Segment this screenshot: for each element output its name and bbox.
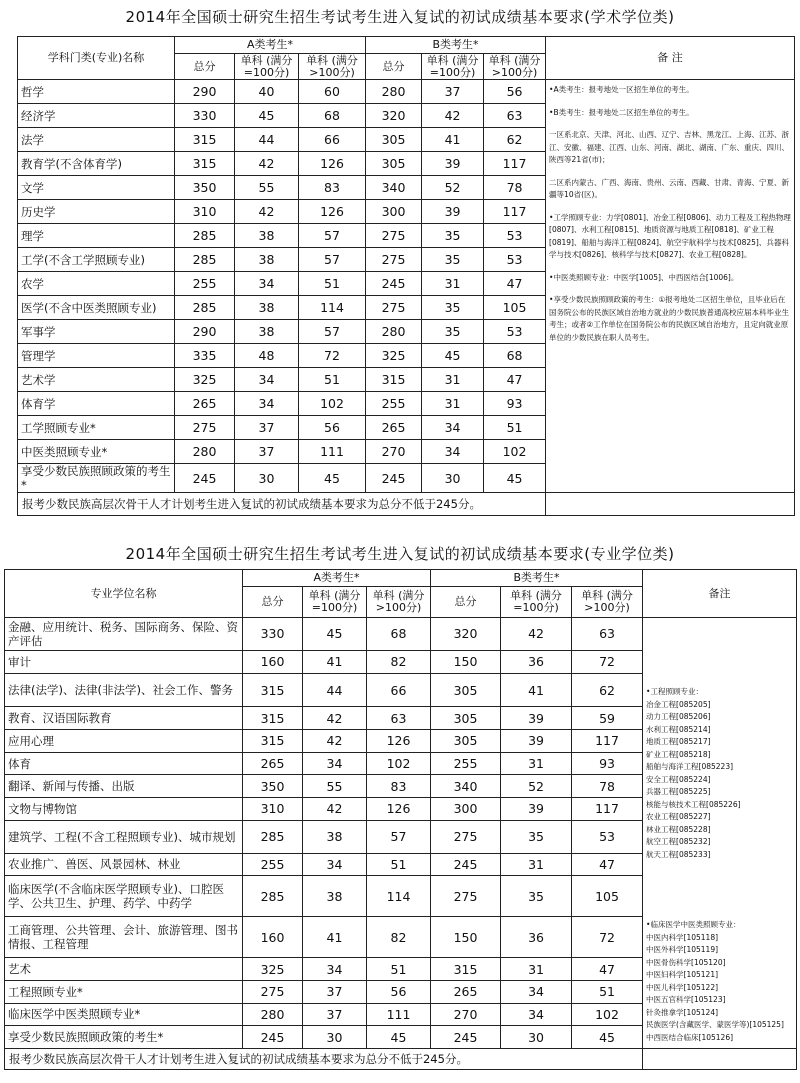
cell-a-single-100: 34: [235, 368, 299, 392]
cell-a-single-over100: 111: [299, 440, 366, 464]
cell-a-total: 315: [175, 152, 235, 176]
row-name: 享受少数民族照顾政策的考生*: [18, 464, 175, 493]
remark-line: 林业工程[085228]: [646, 824, 711, 834]
cell-b-single-over100: 53: [484, 320, 546, 344]
cell-a-single-over100: 51: [299, 272, 366, 296]
cell-a-single-over100: 102: [367, 752, 431, 775]
row-name: 享受少数民族照顾政策的考生*: [5, 1026, 243, 1049]
row-name: 工商管理、公共管理、会计、旅游管理、图书情报、工程管理: [5, 917, 243, 958]
cell-b-total: 305: [431, 730, 501, 753]
cell-b-single-100: 35: [501, 820, 572, 853]
column-header-name: 学科门类(专业)名称: [18, 37, 175, 80]
footer-blank-cell: [643, 1049, 797, 1070]
cell-b-single-100: 36: [501, 650, 572, 673]
row-name: 农业推广、兽医、风景园林、林业: [5, 853, 243, 876]
cell-b-single-over100: 59: [572, 707, 643, 730]
cell-b-single-100: 30: [422, 464, 484, 493]
cell-a-single-over100: 83: [367, 775, 431, 798]
remark-line: 核能与核技术工程[085226]: [646, 799, 741, 809]
row-name: 临床医学(不含临床医学照顾专业)、口腔医学、公共卫生、护理、药学、中药学: [5, 876, 243, 917]
remark-line: 民族医学(含藏医学、蒙医学等)[105125]: [646, 1020, 784, 1029]
cell-a-single-100: 38: [235, 320, 299, 344]
cell-a-total: 285: [175, 224, 235, 248]
remark-line: 中西医结合临床[105126]: [646, 1032, 734, 1042]
remark-line: 矿业工程[085218]: [646, 749, 711, 759]
cell-a-single-over100: 57: [367, 820, 431, 853]
cell-a-total: 255: [243, 853, 303, 876]
cell-a-total: 310: [243, 797, 303, 820]
cell-a-total: 255: [175, 272, 235, 296]
remark-line: 船舶与海洋工程[085223]: [646, 762, 734, 771]
remark-line: 水利工程[085214]: [646, 724, 711, 734]
cell-b-single-over100: 53: [484, 224, 546, 248]
cell-b-total: 245: [431, 1026, 501, 1049]
cell-b-total: 340: [431, 775, 501, 798]
cell-b-single-100: 35: [422, 248, 484, 272]
cell-a-single-100: 34: [235, 392, 299, 416]
cell-b-total: 315: [431, 958, 501, 981]
row-name: 中医类照顾专业*: [18, 440, 175, 464]
column-header-name: 专业学位名称: [5, 570, 243, 618]
remark-eng-block: [646, 686, 793, 861]
remark-line: 航空工程[085232]: [646, 837, 711, 846]
cell-a-total: 285: [243, 820, 303, 853]
cell-b-single-over100: 72: [572, 650, 643, 673]
cell-b-single-over100: 93: [572, 752, 643, 775]
cell-a-total: 285: [243, 876, 303, 917]
column-header-total-b: 总分: [431, 587, 501, 618]
row-name: 工学照顾专业*: [18, 416, 175, 440]
row-name: 体育学: [18, 392, 175, 416]
cell-b-single-100: 31: [422, 368, 484, 392]
column-header-single-over100-b: 单科 (满分>100分): [572, 587, 643, 618]
cell-b-total: 245: [366, 272, 422, 296]
row-name: 艺术学: [18, 368, 175, 392]
row-name: 教育、汉语国际教育: [5, 707, 243, 730]
cell-b-total: 300: [366, 200, 422, 224]
cell-a-total: 315: [243, 707, 303, 730]
cell-a-total: 330: [243, 618, 303, 651]
cell-b-single-100: 35: [422, 320, 484, 344]
cell-a-single-over100: 68: [367, 618, 431, 651]
cell-a-total: 265: [243, 752, 303, 775]
footer-blank-cell: [546, 493, 795, 516]
cell-a-total: 330: [175, 104, 235, 128]
cell-a-single-over100: 114: [367, 876, 431, 917]
cell-b-total: 245: [366, 464, 422, 493]
cell-b-single-over100: 117: [484, 152, 546, 176]
cell-a-single-100: 34: [303, 853, 367, 876]
cell-a-single-over100: 114: [299, 296, 366, 320]
cell-a-single-100: 37: [303, 1003, 367, 1026]
cell-a-single-100: 38: [235, 248, 299, 272]
cell-b-total: 305: [431, 673, 501, 707]
cell-a-single-100: 41: [303, 917, 367, 958]
academic-degree-table: [17, 36, 795, 516]
professional-degree-table: [4, 569, 797, 1070]
row-name: 临床医学中医类照顾专业*: [5, 1003, 243, 1026]
cell-b-single-over100: 102: [484, 440, 546, 464]
cell-b-single-100: 52: [501, 775, 572, 798]
row-name: 金融、应用统计、税务、国际商务、保险、资产评估: [5, 618, 243, 651]
remark-line: 兵器工程[085225]: [646, 787, 711, 796]
remark-line: 中医妇科学[105121]: [646, 970, 719, 979]
remark-line: 航天工程[085233]: [646, 849, 711, 859]
cell-a-single-over100: 126: [367, 730, 431, 753]
cell-b-single-over100: 93: [484, 392, 546, 416]
cell-b-total: 280: [366, 320, 422, 344]
cell-b-single-over100: 47: [572, 853, 643, 876]
cell-a-single-100: 38: [235, 296, 299, 320]
cell-a-total: 245: [243, 1026, 303, 1049]
cell-a-single-over100: 111: [367, 1003, 431, 1026]
cell-a-single-over100: 57: [299, 248, 366, 272]
column-header-remark: 备 注: [546, 37, 795, 80]
cell-a-single-100: 37: [235, 440, 299, 464]
cell-b-total: 265: [431, 981, 501, 1004]
row-name: 法学: [18, 128, 175, 152]
column-header-remark: 备注: [643, 570, 797, 618]
cell-b-single-over100: 53: [572, 820, 643, 853]
cell-a-single-over100: 57: [299, 224, 366, 248]
cell-a-single-100: 42: [235, 152, 299, 176]
row-name: 文物与博物馆: [5, 797, 243, 820]
cell-b-single-over100: 47: [484, 368, 546, 392]
row-name: 翻译、新闻与传播、出版: [5, 775, 243, 798]
remark-line: 冶金工程[085205]: [646, 699, 711, 709]
cell-a-total: 325: [243, 958, 303, 981]
cell-b-single-over100: 72: [572, 917, 643, 958]
cell-a-single-over100: 68: [299, 104, 366, 128]
cell-a-single-100: 34: [303, 958, 367, 981]
cell-a-single-100: 42: [235, 200, 299, 224]
cell-a-single-100: 40: [235, 80, 299, 104]
remark-item: •中医类照顾专业：中医学[1005]、中西医结合[1006]。: [549, 272, 739, 282]
group-a-header: A类考生*: [243, 570, 431, 587]
group-b-header: B类考生*: [366, 37, 546, 54]
cell-a-single-100: 44: [303, 673, 367, 707]
cell-b-single-over100: 62: [484, 128, 546, 152]
cell-b-total: 245: [431, 853, 501, 876]
cell-b-total: 305: [431, 707, 501, 730]
cell-b-total: 275: [366, 296, 422, 320]
cell-a-total: 285: [175, 248, 235, 272]
row-name: 理学: [18, 224, 175, 248]
remark-line: 中医外科学[105119]: [646, 945, 719, 954]
cell-b-single-over100: 78: [484, 176, 546, 200]
cell-a-single-over100: 82: [367, 917, 431, 958]
row-name: 军事学: [18, 320, 175, 344]
cell-a-single-over100: 126: [299, 152, 366, 176]
cell-a-single-100: 44: [235, 128, 299, 152]
cell-b-single-over100: 56: [484, 80, 546, 104]
cell-b-single-over100: 53: [484, 248, 546, 272]
cell-b-single-100: 30: [501, 1026, 572, 1049]
remark-item: •B类考生：报考地处二区招生单位的考生。: [549, 107, 694, 117]
remark-line: •工程照顾专业：: [646, 687, 703, 696]
cell-b-single-100: 31: [501, 958, 572, 981]
cell-b-single-over100: 117: [484, 200, 546, 224]
row-name: 体育: [5, 752, 243, 775]
group-a-header: A类考生*: [175, 37, 366, 54]
cell-a-single-100: 41: [303, 650, 367, 673]
cell-a-single-over100: 102: [299, 392, 366, 416]
cell-b-single-over100: 102: [572, 1003, 643, 1026]
cell-b-total: 300: [431, 797, 501, 820]
cell-b-single-over100: 45: [572, 1026, 643, 1049]
cell-b-total: 275: [366, 248, 422, 272]
row-name: 农学: [18, 272, 175, 296]
column-header-single-100-a: 单科 (满分=100分): [303, 587, 367, 618]
cell-a-single-100: 30: [235, 464, 299, 493]
table-row: [18, 80, 795, 104]
remark-line: 中医内科学[105118]: [646, 932, 719, 942]
cell-a-single-100: 34: [303, 752, 367, 775]
cell-a-single-100: 38: [303, 876, 367, 917]
cell-a-total: 335: [175, 344, 235, 368]
cell-b-total: 265: [366, 416, 422, 440]
cell-a-total: 325: [175, 368, 235, 392]
cell-a-single-over100: 56: [299, 416, 366, 440]
cell-b-total: 150: [431, 650, 501, 673]
cell-b-single-100: 37: [422, 80, 484, 104]
cell-b-single-100: 31: [501, 853, 572, 876]
remark-item: 二区系内蒙古、广西、海南、贵州、云南、西藏、甘肃、青海、宁夏、新疆等10省(区)。: [549, 177, 790, 199]
remark-line: 农业工程[085227]: [646, 812, 711, 821]
cell-a-single-over100: 45: [367, 1026, 431, 1049]
cell-a-single-100: 37: [303, 981, 367, 1004]
cell-b-single-100: 34: [422, 416, 484, 440]
cell-a-single-100: 42: [303, 730, 367, 753]
cell-a-single-100: 55: [303, 775, 367, 798]
cell-a-single-over100: 126: [367, 797, 431, 820]
cell-b-single-100: 39: [501, 797, 572, 820]
row-name: 法律(法学)、法律(非法学)、社会工作、警务: [5, 673, 243, 707]
cell-b-single-over100: 68: [484, 344, 546, 368]
cell-a-total: 245: [175, 464, 235, 493]
cell-b-single-100: 31: [422, 392, 484, 416]
cell-a-total: 160: [243, 917, 303, 958]
cell-b-total: 270: [366, 440, 422, 464]
row-name: 经济学: [18, 104, 175, 128]
row-name: 工学(不含工学照顾专业): [18, 248, 175, 272]
row-name: 文学: [18, 176, 175, 200]
cell-b-single-over100: 105: [484, 296, 546, 320]
cell-b-total: 275: [431, 820, 501, 853]
cell-b-single-over100: 105: [572, 876, 643, 917]
cell-a-single-100: 45: [235, 104, 299, 128]
cell-a-single-100: 37: [235, 416, 299, 440]
cell-a-total: 160: [243, 650, 303, 673]
remark-line: 针灸推拿学[105124]: [646, 1007, 719, 1017]
cell-b-single-over100: 117: [572, 797, 643, 820]
cell-a-single-100: 48: [235, 344, 299, 368]
column-header-total-a: 总分: [175, 54, 235, 80]
remark-item: •享受少数民族照顾政策的考生：①报考地处二区招生单位，且毕业后在国务院公布的民族区域自治地方就业的少数民族普通高校应届本科毕业生考生；或者②工作单位在国务院公布的民族区域自治地方，且定向就业原单位的少数民族在职人员考生。: [549, 295, 790, 342]
cell-b-single-100: 34: [422, 440, 484, 464]
column-header-single-over100-b: 单科 (满分>100分): [484, 54, 546, 80]
group-b-header: B类考生*: [431, 570, 643, 587]
cell-b-single-over100: 78: [572, 775, 643, 798]
cell-b-single-100: 35: [501, 876, 572, 917]
cell-a-single-100: 38: [235, 224, 299, 248]
cell-b-single-100: 31: [422, 272, 484, 296]
remark-line: 安全工程[085224]: [646, 774, 711, 784]
cell-a-single-100: 42: [303, 797, 367, 820]
cell-a-total: 280: [243, 1003, 303, 1026]
cell-b-total: 305: [366, 128, 422, 152]
row-name: 建筑学、工程(不含工程照顾专业)、城市规划: [5, 820, 243, 853]
cell-a-single-over100: 83: [299, 176, 366, 200]
cell-b-total: 315: [366, 368, 422, 392]
cell-a-single-100: 45: [303, 618, 367, 651]
remarks-cell: [643, 618, 797, 1049]
cell-a-single-100: 42: [303, 707, 367, 730]
cell-a-single-over100: 126: [299, 200, 366, 224]
cell-a-single-over100: 72: [299, 344, 366, 368]
cell-b-total: 150: [431, 917, 501, 958]
remark-line: 中医儿科学[105122]: [646, 982, 719, 992]
cell-a-single-over100: 63: [367, 707, 431, 730]
footer-note: 报考少数民族高层次骨干人才计划考生进入复试的初试成绩基本要求为总分不低于245分。: [18, 493, 546, 516]
cell-b-single-100: 39: [501, 730, 572, 753]
remark-line: •临床医学中医类照顾专业：: [646, 920, 741, 929]
column-header-single-100-b: 单科 (满分=100分): [501, 587, 572, 618]
cell-a-total: 280: [175, 440, 235, 464]
column-header-single-100-b: 单科 (满分=100分): [422, 54, 484, 80]
cell-b-single-over100: 63: [484, 104, 546, 128]
cell-b-single-100: 35: [422, 224, 484, 248]
column-header-total-a: 总分: [243, 587, 303, 618]
cell-b-single-over100: 117: [572, 730, 643, 753]
remark-line: 动力工程[085206]: [646, 712, 711, 721]
remark-line: 中医五官科学[105123]: [646, 995, 726, 1004]
cell-b-total: 255: [431, 752, 501, 775]
cell-a-total: 290: [175, 320, 235, 344]
column-header-single-100-a: 单科 (满分=100分): [235, 54, 299, 80]
remark-line: 地质工程[085217]: [646, 737, 711, 746]
cell-b-single-100: 41: [422, 128, 484, 152]
cell-a-total: 315: [243, 673, 303, 707]
cell-a-total: 290: [175, 80, 235, 104]
cell-b-total: 255: [366, 392, 422, 416]
cell-b-single-100: 34: [501, 1003, 572, 1026]
remark-item: 一区系北京、天津、河北、山西、辽宁、吉林、黑龙江、上海、江苏、浙江、安徽、福建、江西、山东、河南、湖北、湖南、广东、重庆、四川、陕西等21省(市)；: [549, 130, 790, 164]
table-row: [5, 618, 797, 651]
cell-a-total: 350: [243, 775, 303, 798]
cell-b-single-100: 31: [501, 752, 572, 775]
cell-a-single-over100: 45: [299, 464, 366, 493]
cell-b-single-100: 39: [501, 707, 572, 730]
remark-med-block: [646, 919, 793, 1044]
cell-b-total: 320: [431, 618, 501, 651]
cell-b-single-over100: 63: [572, 618, 643, 651]
row-name: 医学(不含中医类照顾专业): [18, 296, 175, 320]
column-header-single-over100-a: 单科 (满分>100分): [299, 54, 366, 80]
cell-b-total: 305: [366, 152, 422, 176]
column-header-single-over100-a: 单科 (满分>100分): [367, 587, 431, 618]
cell-b-single-100: 34: [501, 981, 572, 1004]
row-name: 艺术: [5, 958, 243, 981]
row-name: 工程照顾专业*: [5, 981, 243, 1004]
cell-b-single-100: 42: [501, 618, 572, 651]
cell-a-total: 285: [175, 296, 235, 320]
cell-a-single-over100: 51: [367, 853, 431, 876]
cell-a-total: 350: [175, 176, 235, 200]
cell-a-total: 275: [175, 416, 235, 440]
cell-a-single-over100: 66: [367, 673, 431, 707]
row-name: 审计: [5, 650, 243, 673]
row-name: 历史学: [18, 200, 175, 224]
remarks-cell: [546, 80, 795, 493]
cell-a-single-over100: 57: [299, 320, 366, 344]
remark-item: •工学照顾专业：力学[0801]、冶金工程[0806]、动力工程及工程热物理[0807]、水利工程[0815]、地质资源与地质工程[0818]、矿业工程[0819]、船舶与海洋工程[0824]、航空宇航科学与技术[0825]、兵器科学与技术[0826]、核科学与技术[0827]、农业工程[0828]。: [549, 212, 791, 259]
cell-b-total: 325: [366, 344, 422, 368]
cell-b-single-over100: 62: [572, 673, 643, 707]
row-name: 教育学(不含体育学): [18, 152, 175, 176]
cell-b-single-over100: 51: [484, 416, 546, 440]
cell-b-single-100: 39: [422, 200, 484, 224]
cell-a-single-100: 55: [235, 176, 299, 200]
row-name: 应用心理: [5, 730, 243, 753]
table2-title: 2014年全国硕士研究生招生考试考生进入复试的初试成绩基本要求(专业学位类): [125, 545, 675, 563]
cell-a-single-over100: 56: [367, 981, 431, 1004]
cell-a-total: 265: [175, 392, 235, 416]
cell-b-single-over100: 45: [484, 464, 546, 493]
cell-a-single-100: 38: [303, 820, 367, 853]
cell-a-single-over100: 60: [299, 80, 366, 104]
cell-b-single-100: 35: [422, 296, 484, 320]
cell-a-single-over100: 66: [299, 128, 366, 152]
cell-a-single-100: 30: [303, 1026, 367, 1049]
column-header-total-b: 总分: [366, 54, 422, 80]
cell-a-total: 275: [243, 981, 303, 1004]
cell-b-single-100: 42: [422, 104, 484, 128]
cell-b-single-over100: 47: [572, 958, 643, 981]
cell-b-single-100: 39: [422, 152, 484, 176]
cell-b-total: 270: [431, 1003, 501, 1026]
cell-b-single-over100: 51: [572, 981, 643, 1004]
remark-item: •A类考生：报考地处一区招生单位的考生。: [549, 85, 694, 94]
cell-a-single-over100: 51: [367, 958, 431, 981]
cell-b-single-100: 52: [422, 176, 484, 200]
cell-b-total: 320: [366, 104, 422, 128]
cell-b-total: 275: [366, 224, 422, 248]
cell-b-total: 280: [366, 80, 422, 104]
cell-a-single-over100: 82: [367, 650, 431, 673]
cell-b-total: 340: [366, 176, 422, 200]
table1-title: 2014年全国硕士研究生招生考试考生进入复试的初试成绩基本要求(学术学位类): [125, 8, 675, 26]
cell-a-total: 315: [175, 128, 235, 152]
cell-a-single-100: 34: [235, 272, 299, 296]
row-name: 管理学: [18, 344, 175, 368]
row-name: 哲学: [18, 80, 175, 104]
cell-b-single-100: 41: [501, 673, 572, 707]
footer-note: 报考少数民族高层次骨干人才计划考生进入复试的初试成绩基本要求为总分不低于245分。: [5, 1049, 643, 1070]
cell-b-single-100: 36: [501, 917, 572, 958]
cell-a-single-over100: 51: [299, 368, 366, 392]
cell-b-single-100: 45: [422, 344, 484, 368]
cell-b-single-over100: 47: [484, 272, 546, 296]
remark-line: 中医骨伤科学[105120]: [646, 957, 726, 967]
cell-a-total: 310: [175, 200, 235, 224]
cell-b-total: 275: [431, 876, 501, 917]
cell-a-total: 315: [243, 730, 303, 753]
